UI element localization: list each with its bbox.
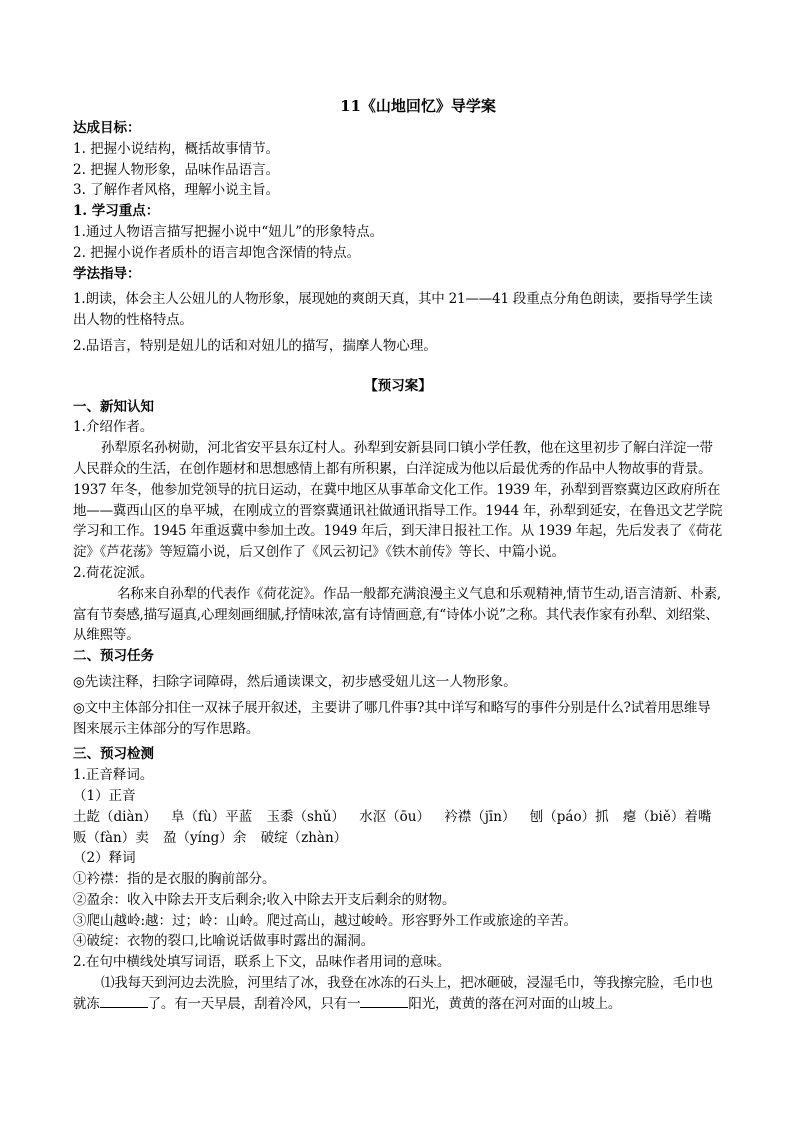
question-1b-label: （2）释词 — [73, 850, 136, 867]
question-2-sentence — [73, 973, 723, 1015]
document-page — [73, 96, 723, 1015]
question-1: 1.正音释词。 — [73, 767, 154, 784]
goal-item: 1. 把握小说结构，概括故事情节。 — [73, 140, 280, 157]
pinyin-item: 刨（páo）抓 — [529, 808, 609, 825]
goal-item: 2. 把握人物形象，品味作品语言。 — [73, 161, 280, 178]
sentence-part: 了。有一天早晨，刮着冷风，只有一 — [147, 995, 361, 1012]
pinyin-item: 贩（fàn）卖 — [73, 829, 149, 846]
intro-author-label: 1.介绍作者。 — [73, 419, 154, 436]
author-paragraph: 孙犁原名孙树勋，河北省安平县东辽村人。孙犁到安新县同口镇小学任教，他在这里初步了解白洋淀一带人民群众的生活，在创作题材和思想感情上都有所积累，白洋淀成为他以后最优秀的作品中人物故事的背景。1937 年冬，他参加党领导的抗日运动，在冀中地区从事革命文化工作。1939 年，孙犁到晋察冀边区政府所在地——冀西山区的阜平城，在刚成立的晋察冀通讯社做通讯指导工作。1944 年，孙犁到延安，在鲁迅文艺学院学习和工作。1945 年重返冀中参加土改。1949 年后，到天津日报社工作。从 1939 年起，先后发表了《荷花淀》《芦花荡》等短篇小说，后又创作了《风云初记》《铁木前传》等长、中篇小说。 — [73, 440, 723, 561]
task-item: ◎先读注释，扫除字词障碍，然后通读课文，初步感受妞儿这一人物形象。 — [73, 673, 517, 690]
fill-blank[interactable] — [360, 995, 408, 1008]
pinyin-item: 阜（fù）平蓝 — [171, 808, 253, 825]
question-1a-label: （1）正音 — [73, 787, 136, 804]
section-heading-new-knowledge: 一、新知认知 — [73, 398, 154, 415]
focus-heading: 1. 学习重点： — [73, 203, 160, 220]
definition-item: ③爬山越岭:越：过；岭：山岭。爬过高山，越过峻岭。形容野外工作或旅途的辛苦。 — [73, 912, 578, 929]
sentence-part: 阳光，黄黄的落在河对面的山坡上。 — [408, 995, 622, 1012]
definition-item: ①衿襟：指的是衣服的胸前部分。 — [73, 871, 276, 888]
focus-item: 2. 把握小说作者质朴的语言却饱含深情的特点。 — [73, 244, 361, 261]
definition-item: ②盈余：收入中除去开支后剩余;收入中除去开支后剩余的财物。 — [73, 891, 456, 908]
sentence-part: ⑴我每天到河边去洗脸，河里结了冰，我登在冰冻的石头上，把冰砸破，浸湿毛巾，等我擦完脸，毛巾也就冻 — [73, 975, 713, 1012]
method-paragraph-1: 1.朗读，体会主人公妞儿的人物形象，展现她的爽朗天真，其中 21——41 段重点分角色朗读，要指导学生读出人物的性格特点。 — [73, 291, 713, 329]
focus-item: 1.通过人物语言描写把握小说中“妞儿”的形象特点。 — [73, 223, 384, 240]
pinyin-item: 水沤（ōu） — [359, 808, 430, 825]
preview-heading: 【预习案】 — [364, 377, 432, 394]
goals-heading: 达成目标： — [73, 120, 141, 136]
intro-school-label: 2.荷花淀派。 — [73, 564, 154, 581]
fill-blank[interactable] — [100, 995, 148, 1008]
goal-item: 3. 了解作者风格，理解小说主旨。 — [73, 182, 280, 199]
method-heading: 学法指导： — [73, 265, 141, 282]
pinyin-row — [73, 807, 723, 828]
pinyin-row — [73, 828, 723, 849]
task-item: ◎文中主体部分扣住一双袜子展开叙述，主要讲了哪几件事?其中详写和略写的事件分别是什么?试着用思维导图来展示主体部分的写作思路。 — [73, 699, 711, 737]
pinyin-item: 盈（yíng）余 — [163, 829, 247, 846]
section-heading-check: 三、预习检测 — [73, 746, 154, 763]
pinyin-item: 瘪（biě）着嘴 — [622, 808, 712, 825]
question-2: 2.在句中横线处填写词语，联系上下文，品味作者用词的意味。 — [73, 954, 451, 971]
page-title: 11《山地回忆》导学案 — [340, 97, 496, 115]
definition-item: ④破绽：衣物的裂口,比喻说话做事时露出的漏洞。 — [73, 933, 375, 950]
school-paragraph: 名称来自孙犁的代表作《荷花淀》。作品一般都充满浪漫主义气息和乐观精神,情节生动,语言清新、朴素,富有节奏感,描写逼真,心理刻画细腻,抒情味浓,富有诗情画意,有“诗体小说”之称。其代表作家有孙犁、刘绍棠、从维熙等。 — [73, 585, 722, 644]
method-paragraph-2: 2.品语言，特别是妞儿的话和对妞儿的描写，揣摩人物心理。 — [73, 337, 437, 354]
pinyin-item: 玉黍（shǔ） — [266, 808, 345, 825]
pinyin-item: 土龁（diàn） — [73, 808, 157, 825]
section-heading-tasks: 二、预习任务 — [73, 648, 154, 665]
pinyin-item: 破绽（zhàn） — [260, 829, 348, 846]
pinyin-item: 衿襟（jīn） — [444, 808, 516, 825]
